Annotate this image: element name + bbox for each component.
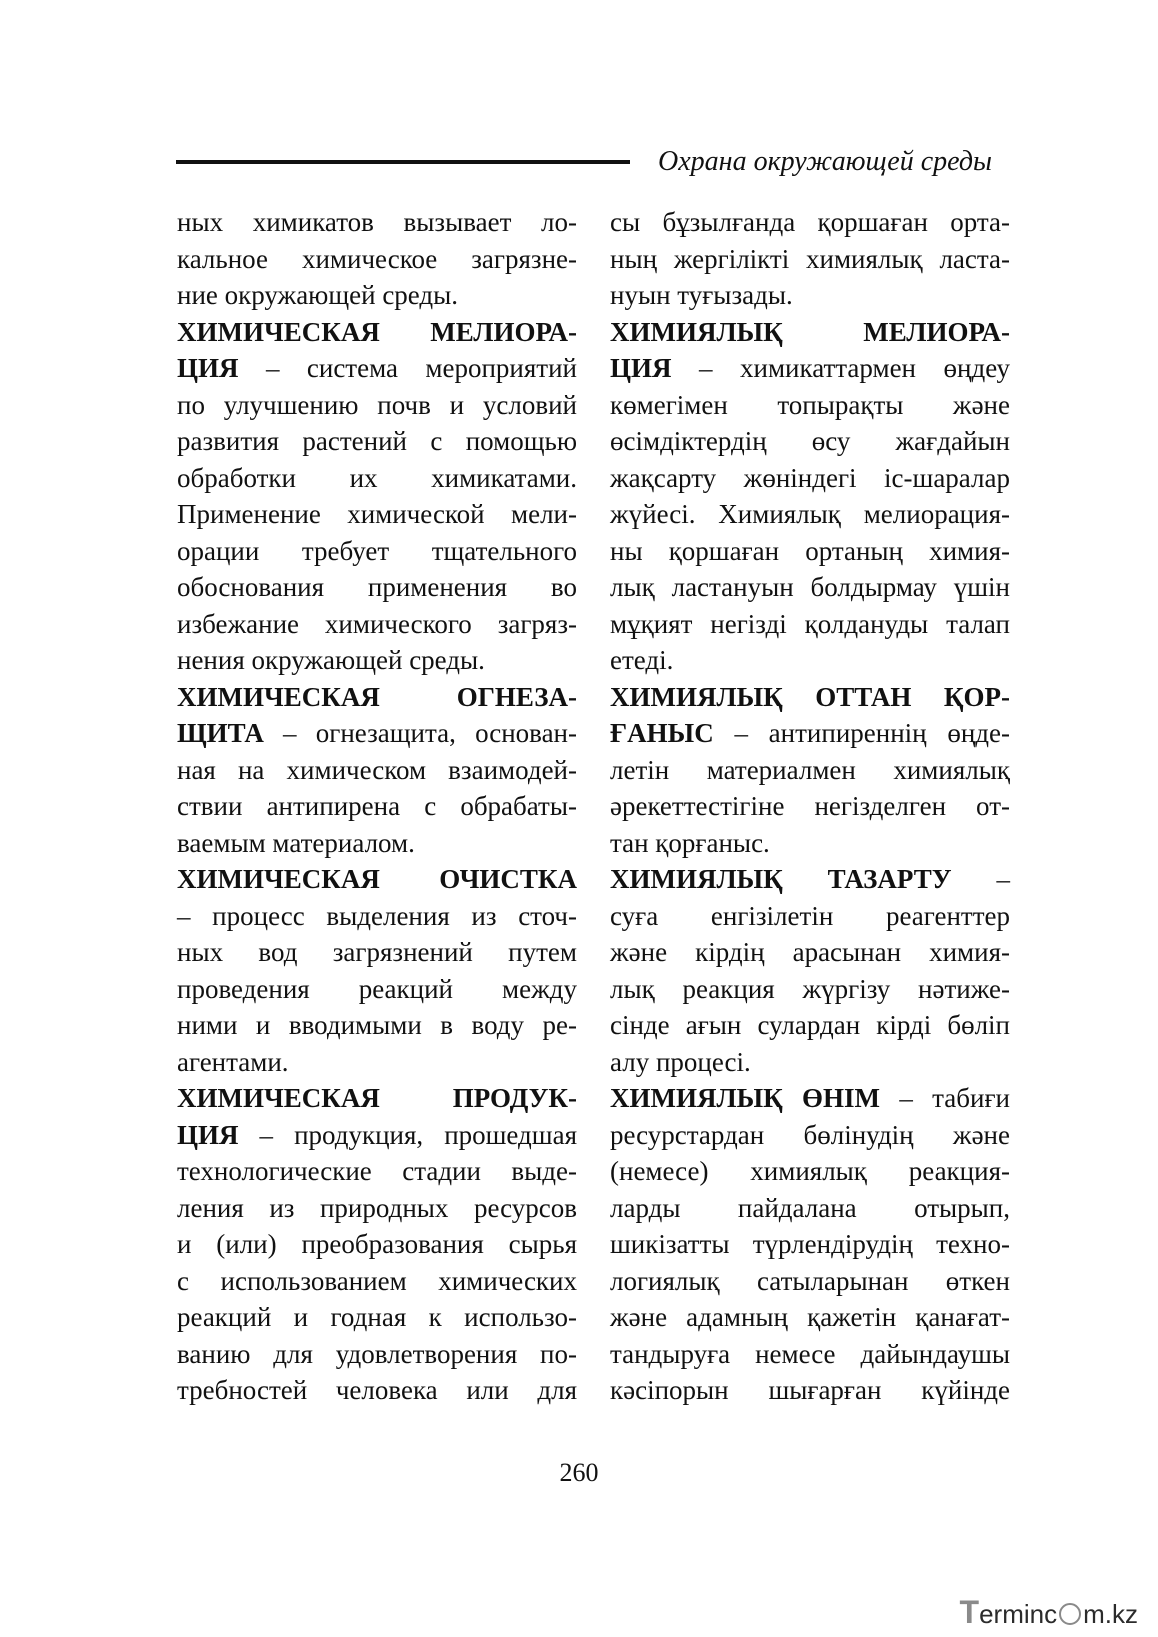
- entry-line: орации требует тщательного: [177, 535, 577, 566]
- entry-line: өсімдіктердің өсу жағдайын: [610, 426, 1010, 456]
- entry-line: с использованием химических: [177, 1265, 577, 1296]
- entry-line: [610, 1080, 1010, 1117]
- page-number: 260: [559, 1458, 599, 1487]
- entry-line: Применение химической мели-: [177, 499, 577, 529]
- entry-line: лық реакция жүргізу нәтиже-: [610, 973, 1010, 1004]
- entry-term: ХИМИЧЕСКАЯ ПРОДУК-: [177, 1083, 577, 1113]
- entry-line: [610, 861, 1010, 898]
- entry-line: (немесе) химиялық реакция-: [610, 1156, 1010, 1186]
- entry-line: ная на химическом взаимодей-: [177, 754, 577, 785]
- header-rule: [176, 160, 630, 164]
- entry-line: көмегімен топырақты және: [610, 389, 1010, 420]
- entry-line: алу процесі.: [610, 1046, 751, 1077]
- entry-line: – процесс выделения из сточ-: [177, 900, 577, 931]
- watermark-text-start: ermin: [979, 1599, 1045, 1629]
- entry-line: летін материалмен химиялық: [610, 754, 1010, 785]
- entry-term: ЩИТА: [177, 718, 264, 748]
- entry-line: проведения реакций между: [177, 973, 577, 1004]
- dictionary-entry: [177, 679, 577, 862]
- entry-line: и (или) преобразования сырья: [177, 1229, 577, 1259]
- entry-line: ваемым материалом.: [177, 827, 415, 858]
- entry-line: [177, 861, 577, 898]
- entry-line: [610, 679, 1010, 716]
- entry-line: обработки их химикатами.: [177, 462, 577, 493]
- watermark-initial: T: [959, 1594, 980, 1630]
- entry-line: [177, 715, 577, 752]
- entry-line: избежание химического загряз-: [177, 608, 577, 639]
- entry-line: ларды пайдалана отырып,: [610, 1192, 1010, 1223]
- entry-line: развития растений с помощью: [177, 426, 577, 456]
- entry-line: ние окружающей среды.: [177, 280, 459, 310]
- entry-term: ХИМИЯЛЫҚ ТАЗАРТУ: [610, 864, 952, 894]
- entry-term: ЦИЯ: [610, 353, 672, 383]
- running-header: Охрана окружающей среды: [658, 146, 992, 177]
- entry-line: [177, 350, 577, 387]
- entry-line: және адамның қажетін қанағат-: [610, 1302, 1010, 1332]
- entry-definition: – химикаттармен өңдеу: [671, 353, 1010, 383]
- entry-line: [610, 715, 1010, 752]
- entry-line: обоснования применения во: [177, 572, 577, 602]
- entry-line: [177, 314, 577, 351]
- site-watermark-logo: [960, 1594, 1138, 1631]
- entry-term: ХИМИЧЕСКАЯ МЕЛИОРА-: [177, 316, 577, 347]
- entry-line: ресурстардан бөлінудің және: [610, 1119, 1010, 1150]
- entry-line: сінде ағын сулардан кірді бөліп: [610, 1010, 1010, 1040]
- entry-line: кальное химическое загрязне-: [177, 243, 577, 274]
- watermark-c: c: [1044, 1599, 1058, 1629]
- entry-line: ствии антипирена с обрабаты-: [177, 791, 577, 821]
- entry-line: ның жергілікті химиялық ласта-: [610, 243, 1010, 274]
- entry-line: ных химикатов вызывает ло-: [177, 207, 577, 237]
- entry-line: тан қорғаныс.: [610, 827, 770, 858]
- dictionary-entry: [177, 1080, 577, 1409]
- entry-line: сы бұзылғанда қоршаған орта-: [610, 207, 1010, 237]
- entry-line: логиялық сатыларынан өткен: [610, 1265, 1010, 1296]
- entry-line: лық ластануын болдырмау үшін: [610, 572, 1010, 602]
- entry-line: требностей человека или для: [177, 1375, 577, 1405]
- entry-term: ЦИЯ: [177, 353, 239, 383]
- dictionary-entry: [610, 679, 1010, 862]
- entry-line: [610, 350, 1010, 387]
- entry-term: ХИМИЧЕСКАЯ ОГНЕЗА-: [177, 681, 577, 712]
- entry-term: ХИМИЯЛЫҚ МЕЛИОРА-: [610, 316, 1010, 347]
- left-column: [177, 204, 577, 1409]
- magnifier-icon: [1059, 1603, 1081, 1625]
- entry-line: агентами.: [177, 1046, 289, 1077]
- entry-term: ҒАНЫС: [610, 718, 714, 748]
- entry-line: тандыруға немесе дайындаушы: [610, 1338, 1010, 1369]
- dictionary-entry: [177, 314, 577, 679]
- entry-line: етеді.: [610, 645, 674, 675]
- entry-line: нения окружающей среды.: [177, 645, 485, 675]
- entry-line: [610, 314, 1010, 351]
- entry-line: ления из природных ресурсов: [177, 1192, 577, 1223]
- entry-line: жақсарту жөніндегі іс-шаралар: [610, 462, 1010, 493]
- entry-definition: – система мероприятий: [238, 353, 577, 383]
- right-column: [610, 204, 1010, 1409]
- entry-term: ХИМИЧЕСКАЯ ОЧИСТКА: [177, 864, 577, 894]
- entry-line: кәсіпорын шығарған күйінде: [610, 1375, 1010, 1405]
- entry-line: ванию для удовлетворения по-: [177, 1338, 577, 1369]
- entry-line: нуын туғызады.: [610, 280, 793, 310]
- entry-definition: – антипиреннің өңде-: [713, 718, 1010, 748]
- entry-line: шикізатты түрлендірудің техно-: [610, 1229, 1010, 1259]
- entry-line: әрекеттестігіне негізделген от-: [610, 791, 1010, 821]
- dictionary-entry: [177, 204, 577, 314]
- entry-line: мұқият негізді қолдануды талап: [610, 608, 1010, 639]
- entry-term: ХИМИЯЛЫҚ ОТТАН ҚОР-: [610, 681, 1010, 712]
- entry-line: және кірдің арасынан химия-: [610, 937, 1010, 967]
- entry-line: по улучшению почв и условий: [177, 389, 577, 420]
- entry-term: ЦИЯ: [177, 1119, 239, 1150]
- entry-line: жүйесі. Химиялық мелиорация-: [610, 499, 1010, 529]
- dictionary-entry: [610, 204, 1010, 314]
- dictionary-entry: [610, 1080, 1010, 1409]
- entry-line: [177, 679, 577, 716]
- entry-line: ними и вводимыми в воду ре-: [177, 1010, 577, 1040]
- entry-definition: –: [951, 864, 1011, 894]
- entry-definition: – продукция, прошедшая: [238, 1119, 577, 1150]
- dictionary-entry: [177, 861, 577, 1080]
- entry-definition: – огнезащита, основан-: [263, 718, 577, 748]
- entry-line: суға енгізілетін реагенттер: [610, 900, 1010, 931]
- watermark-text-end: m.kz: [1083, 1599, 1138, 1629]
- entry-line: [177, 1117, 577, 1154]
- entry-line: ных вод загрязнений путем: [177, 937, 577, 967]
- entry-term: ХИМИЯЛЫҚ ӨНІМ: [610, 1083, 881, 1113]
- entry-line: [177, 1080, 577, 1117]
- entry-line: реакций и годная к использо-: [177, 1302, 577, 1332]
- dictionary-entry: [610, 861, 1010, 1080]
- entry-line: технологические стадии выде-: [177, 1156, 577, 1186]
- entry-definition: – табиғи: [880, 1083, 1010, 1113]
- entry-line: ны қоршаған ортаның химия-: [610, 535, 1010, 566]
- dictionary-entry: [610, 314, 1010, 679]
